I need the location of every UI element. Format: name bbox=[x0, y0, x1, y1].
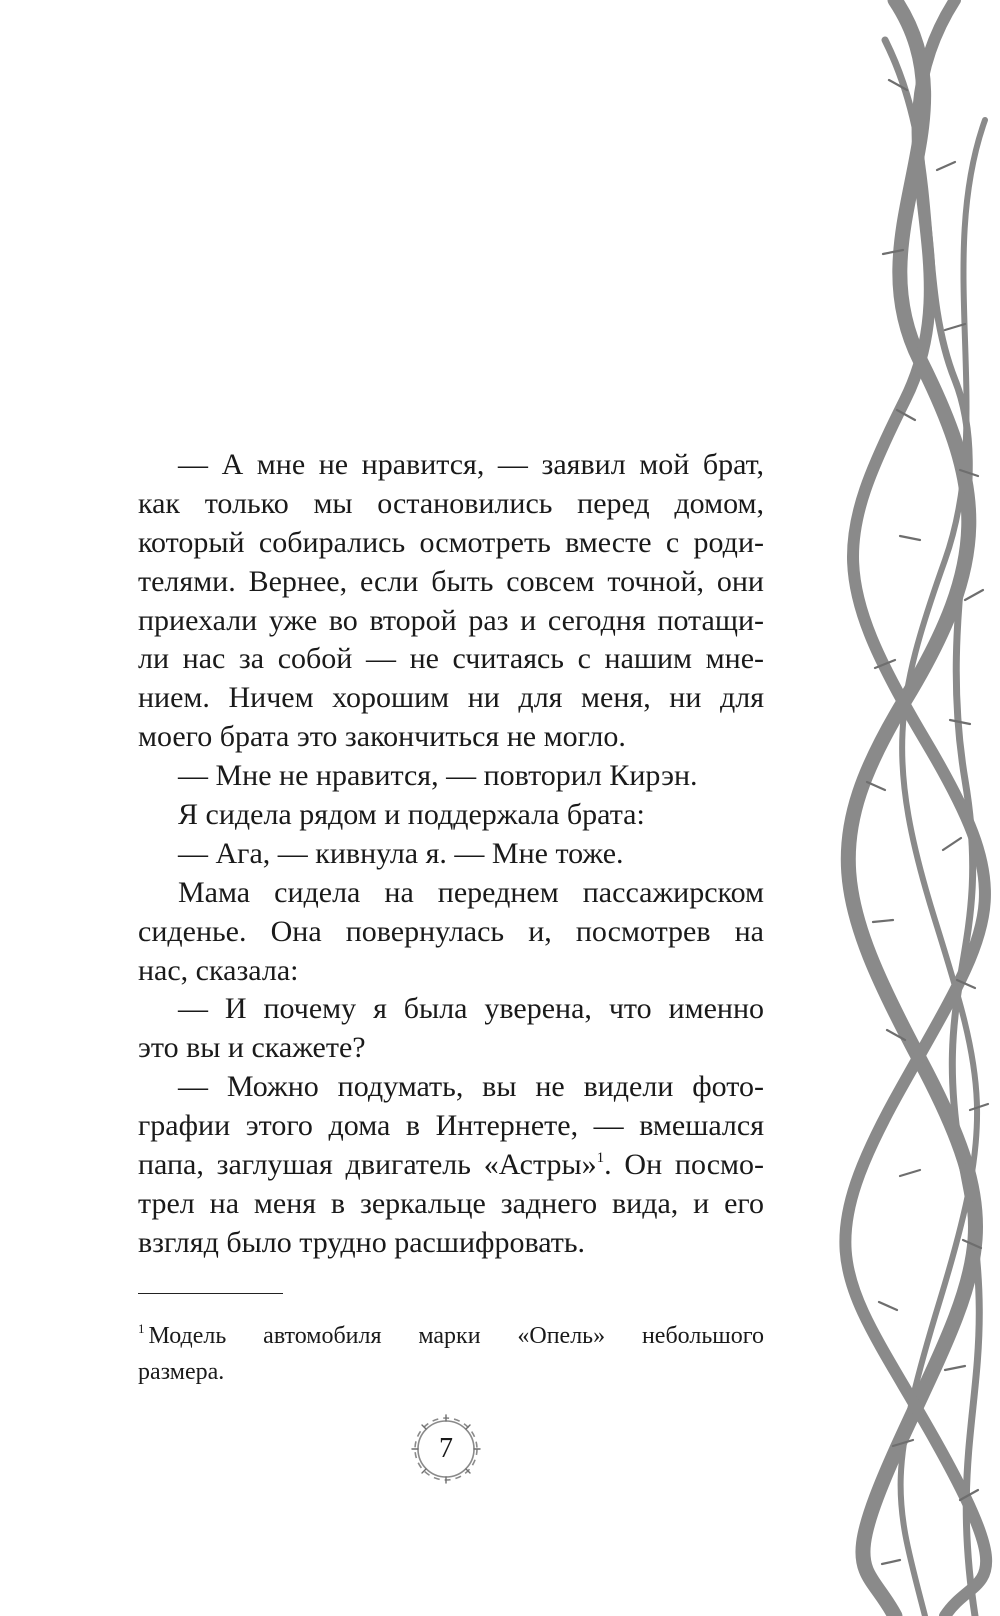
footnote bbox=[138, 1318, 764, 1390]
text-line: телями. Вернее, если быть совсем точной, они bbox=[138, 564, 764, 598]
text-fragment: папа, заглушая двигатель «Астры» bbox=[138, 1148, 597, 1182]
text-line: — Можно подумать, вы не видели фото- bbox=[178, 1070, 764, 1104]
footnote-reference[interactable]: 1 bbox=[596, 1150, 605, 1167]
text-line: Я сидела рядом и поддержала брата: bbox=[178, 798, 645, 832]
text-line: это вы и скажете? bbox=[138, 1031, 366, 1065]
text-line: сиденье. Она повернулась и, посмотрев на bbox=[138, 914, 764, 948]
text-line: приехали уже во второй раз и сегодня потащи- bbox=[138, 603, 764, 637]
text-line: — Мне не нравится, — повторил Кирэн. bbox=[178, 759, 698, 793]
text-line: нас, сказала: bbox=[138, 953, 299, 987]
text-line: графии этого дома в Интернете, — вмешался bbox=[138, 1109, 764, 1143]
text-line: ли нас за собой — не считаясь с нашим мне- bbox=[138, 642, 764, 676]
text-line: моего брата это закончиться не могло. bbox=[138, 720, 626, 754]
text-line: который собирались осмотреть вместе с роди- bbox=[138, 525, 764, 559]
body-text bbox=[138, 446, 764, 1263]
page-number-frame bbox=[408, 1411, 484, 1487]
footnote-divider bbox=[138, 1293, 283, 1294]
text-line-with-footnote bbox=[138, 1146, 764, 1185]
footnote-line bbox=[138, 1318, 764, 1354]
text-line: как только мы остановились перед домом, bbox=[138, 486, 764, 520]
text-line: — Ага, — кивнула я. — Мне тоже. bbox=[178, 836, 624, 870]
text-line: взгляд было трудно расшифровать. bbox=[138, 1225, 586, 1259]
footnote-marker: 1 bbox=[138, 1321, 145, 1336]
footnote-line: размера. bbox=[138, 1359, 225, 1385]
footnote-text: Модель автомобиля марки «Опель» небольшого bbox=[148, 1323, 764, 1349]
text-line: трел на меня в зеркальце заднего вида, и его bbox=[138, 1186, 764, 1220]
text-line: — И почему я была уверена, что именно bbox=[178, 992, 764, 1026]
thorny-vine-icon bbox=[825, 0, 1000, 1616]
text-line: нием. Ничем хорошим ни для меня, ни для bbox=[138, 681, 764, 715]
text-line: — А мне не нравится, — заявил мой брат, bbox=[178, 448, 764, 481]
text-line: Мама сидела на переднем пассажирском bbox=[178, 875, 764, 909]
text-fragment: . Он посмо- bbox=[604, 1148, 765, 1182]
page-number: 7 bbox=[439, 1433, 453, 1464]
